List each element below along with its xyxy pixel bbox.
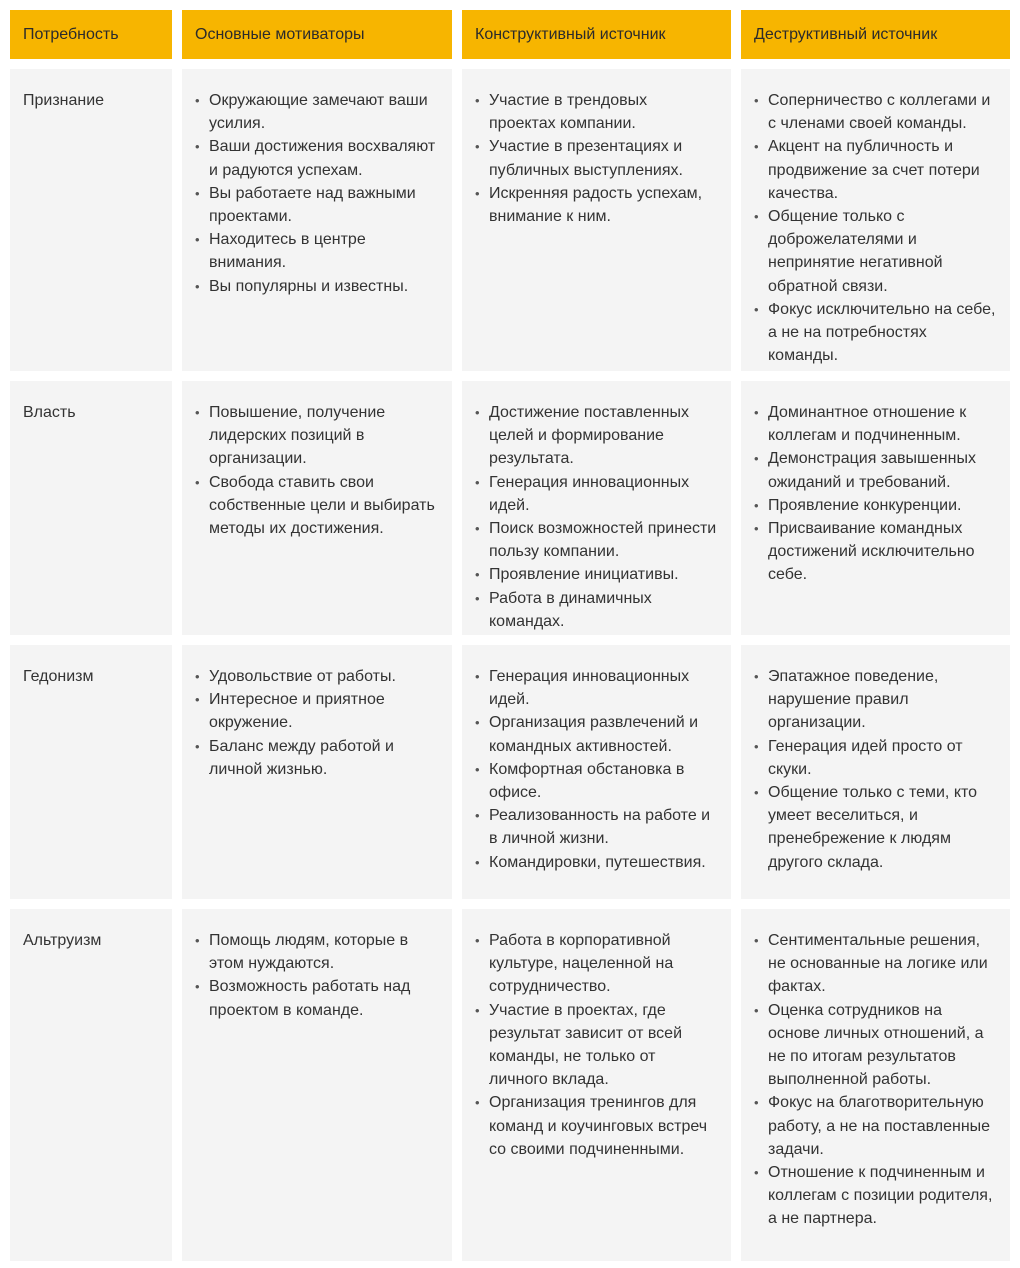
destructive-cell (741, 645, 1010, 899)
constructive-list (475, 401, 717, 633)
list-item: • Генерация инновационных идей. (475, 665, 717, 711)
motivators-cell (182, 645, 452, 899)
need-label: Гедонизм (23, 668, 94, 685)
list-item: • Комфортная обстановка в офисе. (475, 758, 717, 804)
motivators-list (195, 401, 438, 540)
list-item: • Повышение, получение лидерских позиций в организации. (195, 401, 438, 471)
list-item: • Участие в трендовых проектах компании. (475, 89, 717, 135)
header-destructive: Деструктивный источник (741, 10, 1010, 59)
need-cell (10, 645, 172, 899)
list-item: • Фокус исключительно на себе, а не на потребностях команды. (754, 298, 996, 368)
destructive-cell (741, 69, 1010, 371)
list-item: • Общение только с теми, кто умеет веселиться, и пренебрежение к людям другого склада. (754, 781, 996, 874)
list-item: • Искренняя радость успехам, внимание к ним. (475, 182, 717, 228)
destructive-list (754, 401, 996, 587)
need-cell (10, 69, 172, 371)
list-item: • Баланс между работой и личной жизнью. (195, 735, 438, 781)
list-item: • Проявление инициативы. (475, 563, 717, 586)
motivators-list (195, 929, 438, 1022)
list-item: • Фокус на благотворительную работу, а не на поставленные задачи. (754, 1091, 996, 1161)
list-item: • Организация тренингов для команд и коучинговых встреч со своими подчиненными. (475, 1091, 717, 1161)
list-item: • Отношение к подчиненным и коллегам с позиции родителя, а не партнера. (754, 1161, 996, 1231)
destructive-list (754, 665, 996, 874)
constructive-list (475, 89, 717, 228)
motivation-table (10, 10, 1010, 1261)
motivators-list (195, 89, 438, 298)
list-item: • Возможность работать над проектом в команде. (195, 975, 438, 1021)
destructive-list (754, 929, 996, 1231)
need-label: Власть (23, 404, 76, 421)
list-item: • Организация развлечений и командных активностей. (475, 711, 717, 757)
list-item: • Общение только с доброжелателями и непринятие негативной обратной связи. (754, 205, 996, 298)
list-item: • Вы популярны и известны. (195, 275, 438, 298)
list-item: • Достижение поставленных целей и формирование результата. (475, 401, 717, 471)
constructive-list (475, 929, 717, 1161)
list-item: • Реализованность на работе и в личной жизни. (475, 804, 717, 850)
list-item: • Эпатажное поведение, нарушение правил организации. (754, 665, 996, 735)
list-item: • Работа в корпоративной культуре, нацеленной на сотрудничество. (475, 929, 717, 999)
list-item: • Вы работаете над важными проектами. (195, 182, 438, 228)
list-item: • Работа в динамичных командах. (475, 587, 717, 633)
header-constructive: Конструктивный источник (462, 10, 731, 59)
list-item: • Участие в проектах, где результат зависит от всей команды, не только от личного вклада. (475, 999, 717, 1092)
list-item: • Участие в презентациях и публичных выступлениях. (475, 135, 717, 181)
header-need: Потребность (10, 10, 172, 59)
constructive-cell (462, 381, 731, 635)
list-item: • Генерация инновационных идей. (475, 471, 717, 517)
list-item: • Поиск возможностей принести пользу компании. (475, 517, 717, 563)
list-item: • Находитесь в центре внимания. (195, 228, 438, 274)
list-item: • Проявление конкуренции. (754, 494, 996, 517)
list-item: • Ваши достижения восхваляют и радуются успехам. (195, 135, 438, 181)
need-cell (10, 381, 172, 635)
list-item: • Помощь людям, которые в этом нуждаются. (195, 929, 438, 975)
list-item: • Присваивание командных достижений исключительно себе. (754, 517, 996, 587)
destructive-cell (741, 909, 1010, 1261)
constructive-list (475, 665, 717, 874)
list-item: • Доминантное отношение к коллегам и подчиненным. (754, 401, 996, 447)
motivators-cell (182, 381, 452, 635)
motivators-list (195, 665, 438, 781)
destructive-list (754, 89, 996, 367)
need-label: Альтруизм (23, 932, 102, 949)
list-item: • Генерация идей просто от скуки. (754, 735, 996, 781)
list-item: • Демонстрация завышенных ожиданий и требований. (754, 447, 996, 493)
list-item: • Интересное и приятное окружение. (195, 688, 438, 734)
list-item: • Соперничество с коллегами и с членами своей команды. (754, 89, 996, 135)
list-item: • Акцент на публичность и продвижение за счет потери качества. (754, 135, 996, 205)
list-item: • Удовольствие от работы. (195, 665, 438, 688)
header-motivators: Основные мотиваторы (182, 10, 452, 59)
constructive-cell (462, 909, 731, 1261)
list-item: • Окружающие замечают ваши усилия. (195, 89, 438, 135)
list-item: • Сентиментальные решения, не основанные на логике или фактах. (754, 929, 996, 999)
list-item: • Командировки, путешествия. (475, 851, 717, 874)
motivators-cell (182, 909, 452, 1261)
need-cell (10, 909, 172, 1261)
list-item: • Оценка сотрудников на основе личных отношений, а не по итогам результатов выполненной работы. (754, 999, 996, 1092)
motivators-cell (182, 69, 452, 371)
constructive-cell (462, 69, 731, 371)
list-item: • Свобода ставить свои собственные цели и выбирать методы их достижения. (195, 471, 438, 541)
destructive-cell (741, 381, 1010, 635)
constructive-cell (462, 645, 731, 899)
need-label: Признание (23, 92, 105, 109)
